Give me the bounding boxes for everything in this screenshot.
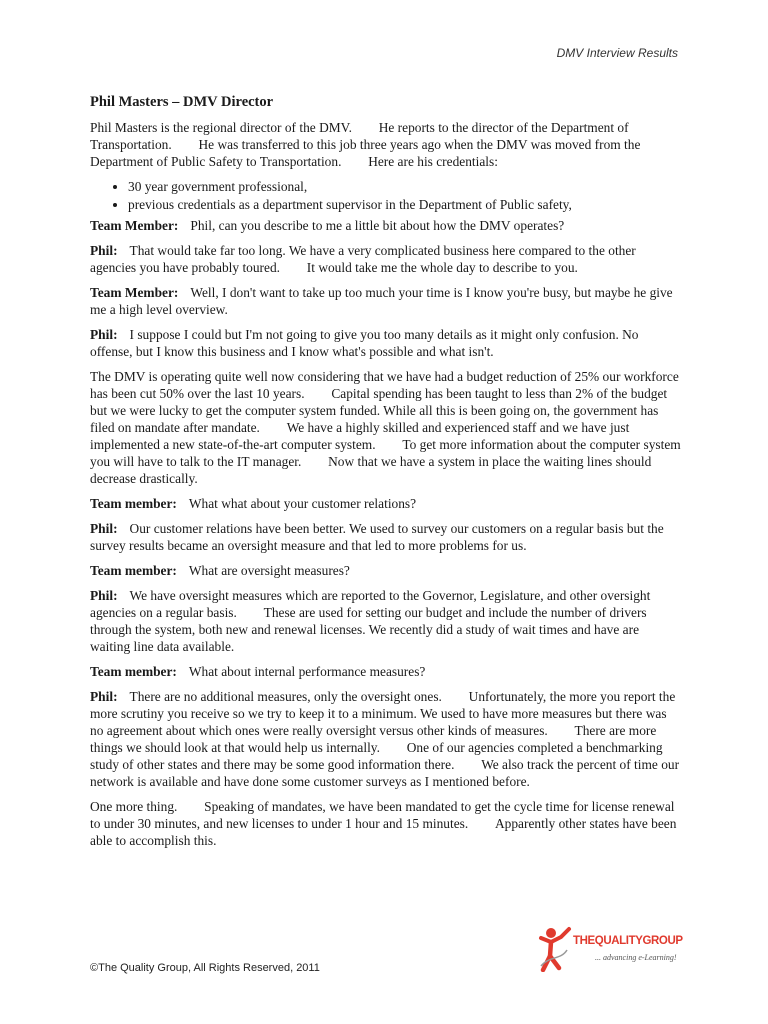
- credentials-list: [90, 178, 682, 213]
- copyright-footer: ©The Quality Group, All Rights Reserved, 2011: [90, 962, 320, 974]
- credential-item: • 30 year government professional,: [128, 178, 682, 195]
- dialogue-text: There are no additional measures, only the oversight ones. Unfortunately, the more you report the more scrutiny you receive so we try to keep it to a minimum. We used to have more measures but there was no agreement about which ones were really oversight versus other kinds of measures. There are more things we should look at that would help us internally. One of our agencies completed a benchmarking study of other states and there may be some good information there. We also track the percent of time our network is available and have done some customer surveys as I mentioned before.: [90, 689, 680, 789]
- dialogue-text: What about internal performance measures?: [188, 664, 426, 679]
- page-title: Phil Masters – DMV Director: [90, 94, 274, 110]
- speaker-label: Phil:: [90, 588, 118, 603]
- credential-item: • previous credentials as a department supervisor in the Department of Public safety,: [128, 196, 682, 213]
- speaker-label: Team Member:: [90, 285, 179, 300]
- speaker-label: Team member:: [90, 563, 177, 578]
- dialogue: [90, 217, 682, 849]
- dialogue-text: What what about your customer relations?: [188, 496, 417, 511]
- dialogue-text: What are oversight measures?: [188, 563, 350, 578]
- dialogue-entry: [90, 326, 682, 360]
- speaker-label: Phil:: [90, 521, 118, 536]
- speaker-label: Team member:: [90, 664, 177, 679]
- dialogue-entry: [90, 284, 682, 318]
- dialogue-text: Our customer relations have been better. We used to survey our customers on a regular basis but the survey results became an oversight measure and that led to more problems for us.: [90, 521, 664, 553]
- speaker-label: Team member:: [90, 496, 177, 511]
- dialogue-entry: [90, 587, 682, 655]
- dialogue-entry: [90, 798, 682, 849]
- dialogue-entry: [90, 217, 682, 234]
- speaker-label: Team Member:: [90, 218, 179, 233]
- dialogue-entry: [90, 663, 682, 680]
- dialogue-text: Phil, can you describe to me a little bit about how the DMV operates?: [190, 218, 565, 233]
- company-logo: [537, 926, 687, 974]
- running-header: DMV Interview Results: [556, 46, 678, 60]
- dialogue-text: That would take far too long. We have a very complicated business here compared to the other agencies you have probably toured. It would take me the whole day to describe to you.: [90, 243, 636, 275]
- speaker-label: Phil:: [90, 243, 118, 258]
- dialogue-entry: [90, 520, 682, 554]
- logo-tagline: ... advancing e-Learning!: [595, 953, 677, 962]
- intro-paragraph: Phil Masters is the regional director of the DMV. He reports to the director of the Department of Transportation. He was transferred to this job three years ago when the DMV was moved from the Department of Public Safety to Transportation. Here are his credentials:: [90, 120, 641, 169]
- dialogue-entry: [90, 242, 682, 276]
- dialogue-entry: [90, 368, 682, 487]
- speaker-label: Phil:: [90, 327, 118, 342]
- dialogue-text: Well, I don't want to take up too much your time is I know you're busy, but maybe he give me a high level overview.: [90, 285, 673, 317]
- dialogue-entry: [90, 495, 682, 512]
- dialogue-text: The DMV is operating quite well now considering that we have had a budget reduction of 25% our workforce has been cut 50% over the last 10 years. Capital spending has been taught to less than 2% of the budget but we were lucky to get the computer system funded. While all this is been going on, the government has filed on mandate after mandate. We have a highly skilled and experienced staff and we have just implemented a new state-of-the-art computer system. To get more information about the computer system you will have to talk to the IT manager. Now that we have a system in place the waiting lines should decrease drastically.: [90, 369, 681, 486]
- logo-wordmark: THEQUALITYGROUP: [573, 935, 683, 947]
- dialogue-text: One more thing. Speaking of mandates, we have been mandated to get the cycle time for license renewal to under 30 minutes, and new licenses to under 1 hour and 15 minutes. Apparently other states have been able to accomplish this.: [90, 799, 677, 848]
- document-body: [90, 94, 682, 857]
- person-figure-icon: [537, 926, 573, 972]
- dialogue-text: I suppose I could but I'm not going to give you too many details as it might only confusion. No offense, but I know this business and I know what's possible and what isn't.: [90, 327, 639, 359]
- dialogue-entry: [90, 562, 682, 579]
- speaker-label: Phil:: [90, 689, 118, 704]
- dialogue-text: We have oversight measures which are reported to the Governor, Legislature, and other oversight agencies on a regular basis. These are used for setting our budget and include the number of drivers through the system, both new and renewal licenses. We recently did a study of wait times and have are waiting line data available.: [90, 588, 651, 654]
- dialogue-entry: [90, 688, 682, 790]
